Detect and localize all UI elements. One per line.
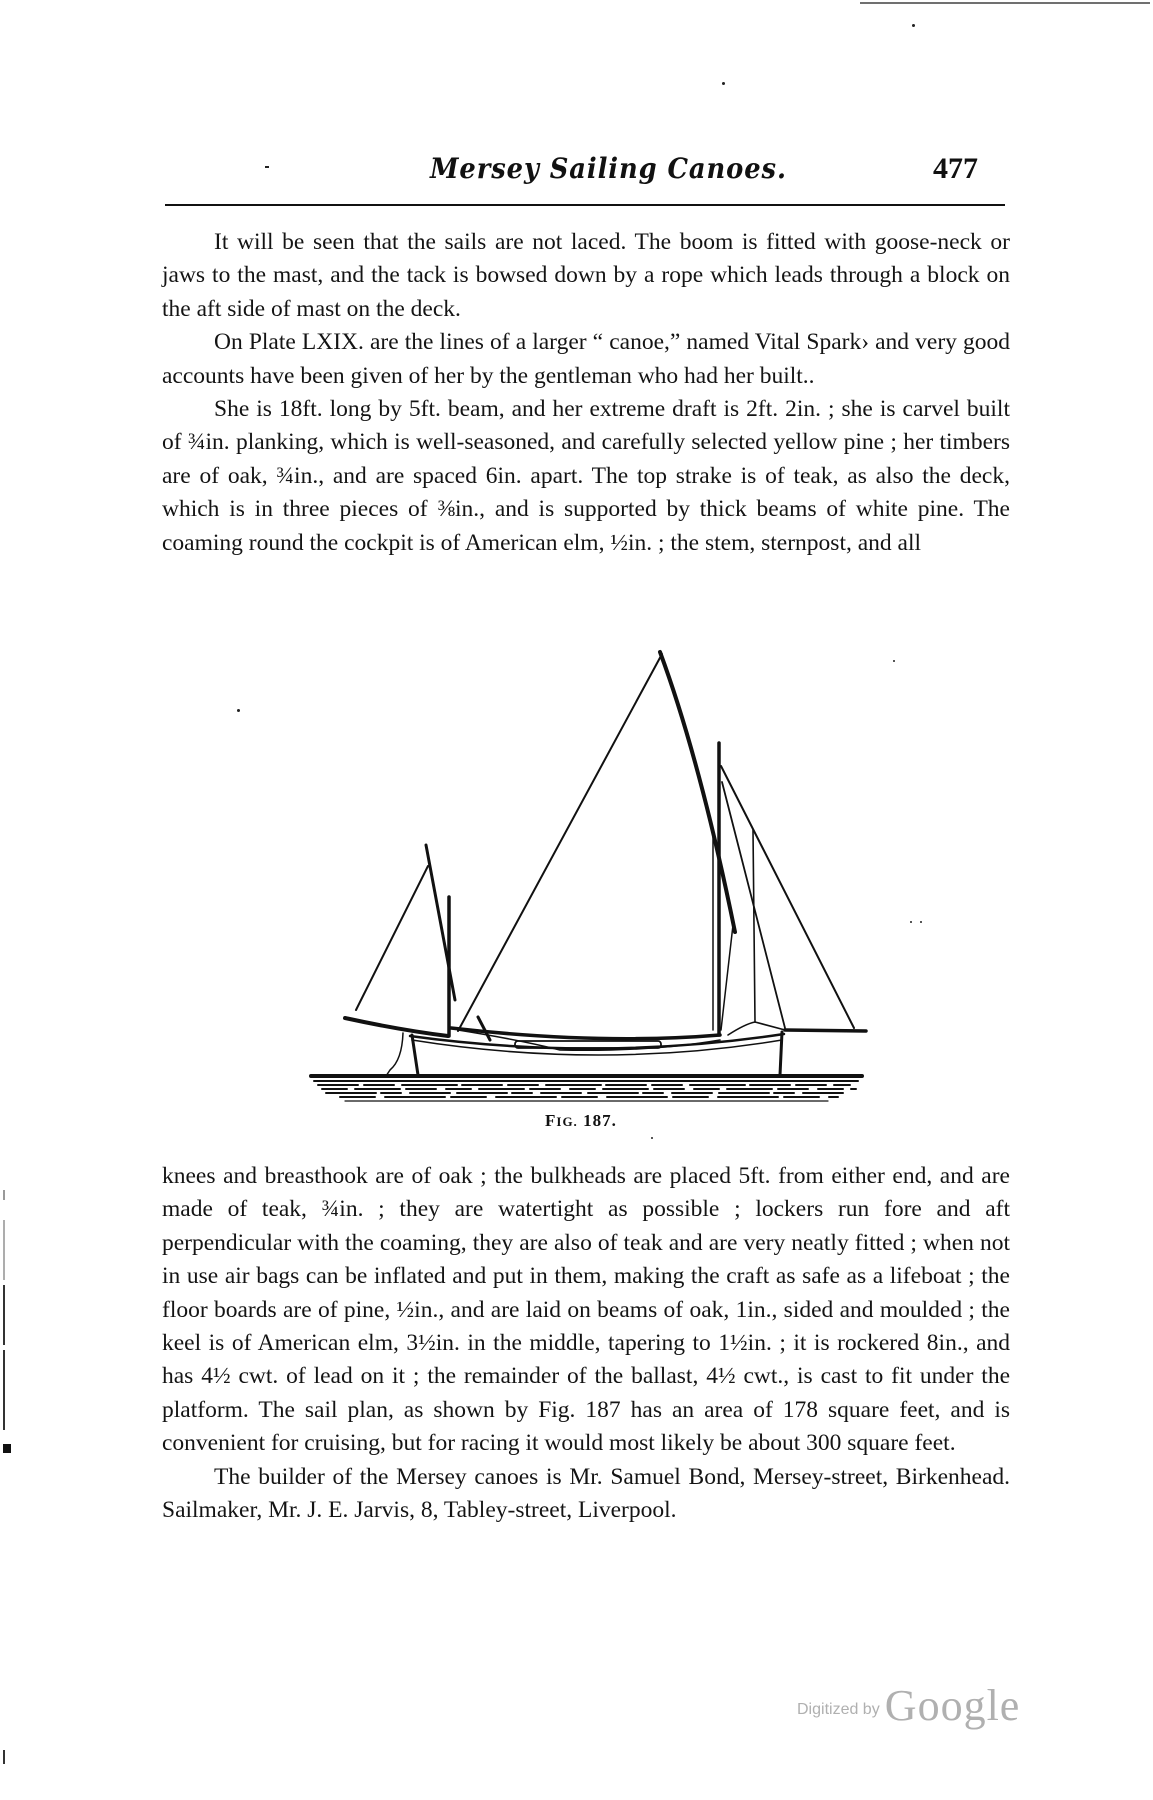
paragraph: knees and breasthook are of oak ; the bulkheads are placed 5ft. from either end, and are made of teak, ¾in. ; they are watertight as possible ; lockers run fore and aft perpendicular with the coaming, they are also of teak and are very neatly fitted ; when not in use air bags can be inflated and put in them, making the craft as safe as a lifeboat ; the floor boards are of pine, ½in., and are laid on beams of oak, 1in., sided and moulded ; the keel is of American elm, 3½in. in the middle, tapering to 1½in. ; it is rockered 8in., and has 4½ cwt. of lead on it ; the remainder of the ballast, 4½ cwt., is cast to fit under the platform. The sail plan, as shown by Fig. 187 has an area of 178 square feet, and is convenient for cruising, but for racing it would most likely be about 300 square feet. (162, 1163, 1010, 1457)
body-text-lower (162, 1160, 1010, 1527)
watermark-brand: Google (884, 1681, 1021, 1730)
digitized-by-google-watermark (797, 1680, 1020, 1731)
scan-edge-mark (3, 1350, 5, 1430)
scan-speck (912, 24, 915, 27)
paragraph: The builder of the Mersey canoes is Mr. Samuel Bond, Mersey-street, Birkenhead. Sailmaker, Mr. J. E. Jarvis, 8, Tabley-street, Liverpool. (162, 1463, 1010, 1524)
caption-number: 187. (583, 1111, 617, 1130)
scan-edge-mark (3, 1750, 5, 1764)
caption-smallcaps: IG. (556, 1114, 578, 1129)
scan-speck (651, 1137, 653, 1139)
paragraph: On Plate LXIX. are the lines of a larger “ canoe,” named Vital Spark› and very good accounts have been given of her by the gentleman who had her built.. (162, 329, 1010, 389)
page-number: 477 (933, 152, 978, 185)
hull (386, 1017, 784, 1076)
caption-prefix: F (545, 1111, 557, 1130)
scan-edge-mark (3, 1190, 5, 1200)
scan-edge-mark (3, 1220, 5, 1280)
scan-speck (920, 921, 922, 923)
paragraph: It will be seen that the sails are not laced. The boom is fitted with goose-neck or jaws to the mast, and the tack is bowsed down by a rope which leads through a block on the aft side of mast on the deck. (162, 229, 1010, 322)
scan-speck (893, 660, 895, 662)
mizzen-sail (345, 845, 455, 1036)
scan-speck (910, 921, 912, 923)
scan-speck (722, 82, 725, 85)
watermark-prefix: Digitized by (797, 1701, 880, 1718)
header-rule (165, 204, 1005, 206)
figure-caption (545, 1111, 617, 1131)
sail-plan-figure (300, 640, 880, 1110)
jib (721, 766, 866, 1035)
paragraph: She is 18ft. long by 5ft. beam, and her extreme draft is 2ft. 2in. ; she is carvel built of ¾in. planking, which is well-seasoned, and carefully selected yellow pine ; her timbers are of oak, ¾in., and are spaced 6in. apart. The top strake is of teak, as also the deck, which is in three pieces of ⅜in., and is supported by thick beams of white pine. The coaming round the cockpit is of American elm, ½in. ; the stem, sternpost, and all (162, 396, 1010, 556)
running-head (160, 150, 1005, 194)
scan-speck (237, 709, 240, 712)
scan-edge-mark (3, 1444, 11, 1453)
running-title: Mersey Sailing Canoes. (430, 152, 787, 185)
scan-edge-rule (860, 2, 1150, 4)
body-text-upper (162, 226, 1010, 560)
main-sail (451, 652, 735, 1039)
scan-edge-mark (3, 1285, 5, 1345)
water (311, 1076, 862, 1101)
